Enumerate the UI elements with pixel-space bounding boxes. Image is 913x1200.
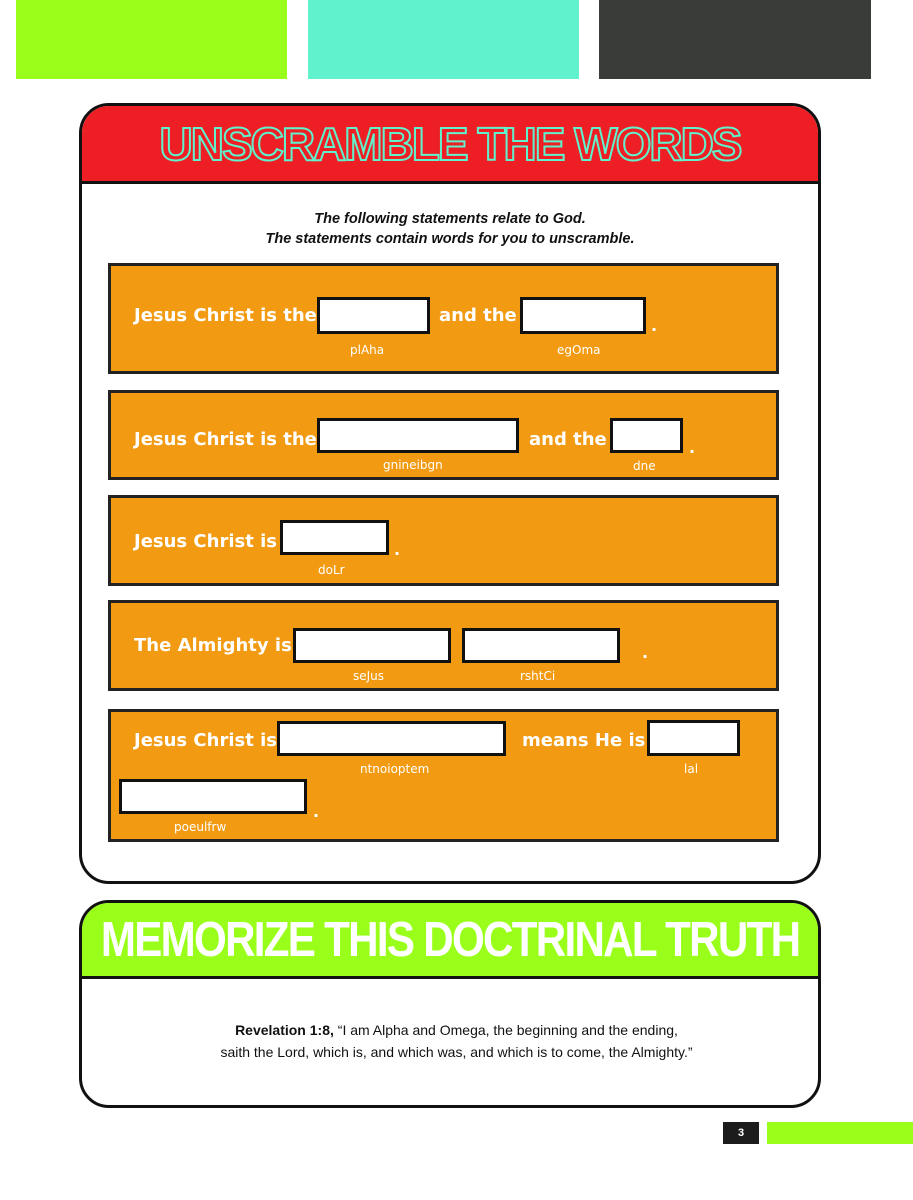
statement-3-period: . xyxy=(394,540,401,559)
statement-4-text-a: The Almighty is xyxy=(134,635,292,656)
statement-1-text-a: Jesus Christ is the xyxy=(134,305,317,326)
unscramble-instructions xyxy=(82,209,818,249)
page-number: 3 xyxy=(723,1122,759,1144)
unscramble-title: UNSCRAMBLE THE WORDS xyxy=(159,117,741,170)
instruction-line-1: The following statements relate to God. xyxy=(314,211,586,227)
memorize-title: MEMORIZE THIS DOCTRINAL TRUTH xyxy=(100,912,800,967)
verse-line-1-text: “I am Alpha and Omega, the beginning and the ending, xyxy=(333,1022,678,1038)
hint-plAha: plAha xyxy=(350,343,385,357)
verse-reference: Revelation 1:8, xyxy=(235,1022,334,1038)
memorize-card xyxy=(79,900,821,1108)
hint-ntnoioptem: ntnoioptem xyxy=(360,762,430,776)
memory-verse xyxy=(0,1019,913,1063)
statement-1-text-b: and the xyxy=(439,305,517,326)
hint-seJus: seJus xyxy=(353,669,385,683)
unscramble-header xyxy=(82,106,818,184)
top-band-charcoal xyxy=(599,0,871,79)
memorize-header xyxy=(82,903,818,979)
answer-box-christ[interactable] xyxy=(462,628,620,663)
statement-4-period: . xyxy=(642,643,649,662)
top-band-teal xyxy=(308,0,579,79)
statement-1-period: . xyxy=(651,316,658,335)
hint-gnineibgn: gnineibgn xyxy=(383,458,443,472)
statement-2-period: . xyxy=(689,438,696,457)
answer-box-alpha[interactable] xyxy=(317,297,430,334)
top-band-lime xyxy=(16,0,287,79)
footer-lime-bar xyxy=(767,1122,913,1144)
answer-box-powerful[interactable] xyxy=(119,779,307,814)
hint-dne: dne xyxy=(633,459,656,473)
statement-5-text-b: means He is xyxy=(522,730,646,751)
answer-box-end[interactable] xyxy=(610,418,683,453)
hint-egOma: egOma xyxy=(557,343,601,357)
hint-poeulfrw: poeulfrw xyxy=(174,820,227,834)
hint-lal: lal xyxy=(684,762,699,776)
verse-line-2: saith the Lord, which is, and which was, and which is to come, the Almighty.” xyxy=(220,1044,693,1060)
answer-box-omnipotent[interactable] xyxy=(277,721,506,756)
statement-5-period: . xyxy=(313,802,320,821)
hint-rshtCi: rshtCi xyxy=(520,669,556,683)
answer-box-all[interactable] xyxy=(647,720,740,756)
answer-box-omega[interactable] xyxy=(520,297,646,334)
statement-2-text-a: Jesus Christ is the xyxy=(134,429,317,450)
answer-box-jesus[interactable] xyxy=(293,628,451,663)
answer-box-beginning[interactable] xyxy=(317,418,519,453)
answer-box-lord[interactable] xyxy=(280,520,389,555)
hint-doLr: doLr xyxy=(318,563,345,577)
instruction-line-2: The statements contain words for you to unscramble. xyxy=(265,231,635,247)
verse-line-1 xyxy=(0,1019,913,1041)
statement-2-text-b: and the xyxy=(529,429,607,450)
statement-3-text-a: Jesus Christ is xyxy=(134,531,277,552)
statement-5-text-a: Jesus Christ is xyxy=(134,730,277,751)
